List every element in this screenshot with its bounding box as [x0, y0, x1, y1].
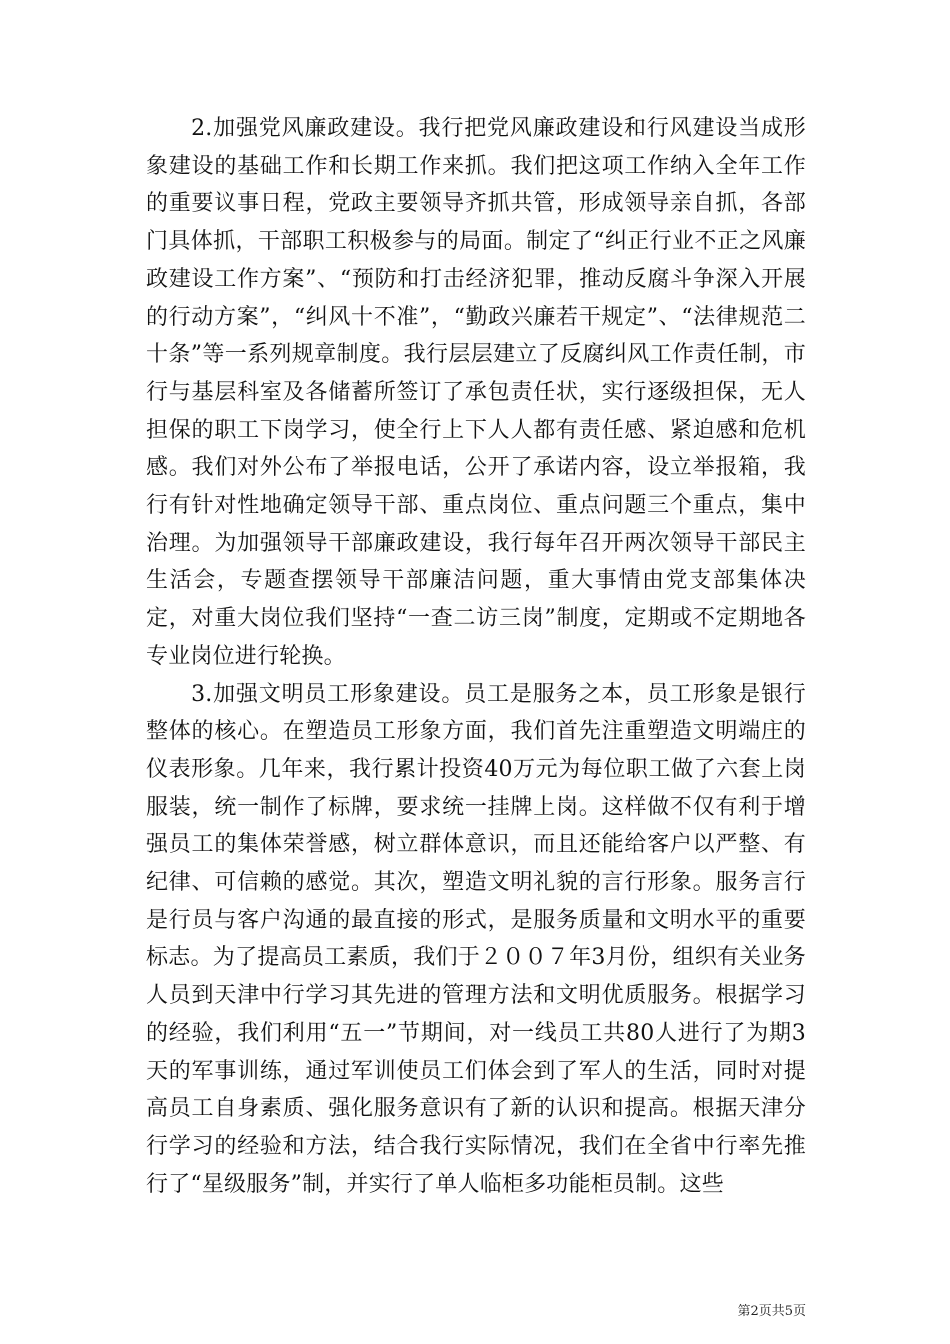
paragraph-party-integrity: 2.加强党风廉政建设。我行把党风廉政建设和行风建设当成形象建设的基础工作和长期工作来抓。我们把这项工作纳入全年工作的重要议事日程，党政主要领导齐抓共管，形成领导亲自抓，各部门具体抓，干部职工积极参与的局面。制定了“纠正行业不正之风廉政建设工作方案”、“预防和打击经济犯罪，推动反腐斗争深入开展的行动方案”，“纠风十不准”，“勤政兴廉若干规定”、“法律规范二十条”等一系列规章制度。我行层层建立了反腐纠风工作责任制，市行与基层科室及各储蓄所签订了承包责任状，实行逐级担保，无人担保的职工下岗学习，使全行上下人人都有责任感、紧迫感和危机感。我们对外公布了举报电话，公开了承诺内容，设立举报箱，我行有针对性地确定领导干部、重点岗位、重点问题三个重点，集中治理。为加强领导干部廉政建设，我行每年召开两次领导干部民主生活会，专题查摆领导干部廉洁问题，重大事情由党支部集体决定，对重大岗位我们坚持“一查二访三岗”制度，定期或不定期地各专业岗位进行轮换。 — [146, 116, 806, 669]
document-body — [146, 110, 806, 1203]
paragraph-staff-image: 3.加强文明员工形象建设。员工是服务之本，员工形象是银行整体的核心。在塑造员工形象方面，我们首先注重塑造文明端庄的仪表形象。几年来，我行累计投资40万元为每位职工做了六套上岗服装，统一制作了标牌，要求统一挂牌上岗。这样做不仅有利于增强员工的集体荣誉感，树立群体意识，而且还能给客户以严整、有纪律、可信赖的感觉。其次，塑造文明礼貌的言行形象。服务言行是行员与客户沟通的最直接的形式，是服务质量和文明水平的重要标志。为了提高员工素质，我们于２００７年3月份，组织有关业务人员到天津中行学习其先进的管理方法和文明优质服务。根据学习的经验，我们利用“五一”节期间，对一线员工共80人进行了为期3天的军事训练，通过军训使员工们体会到了军人的生活，同时对提高员工自身素质、强化服务意识有了新的认识和提高。根据天津分行学习的经验和方法，结合我行实际情况，我们在全省中行率先推行了“星级服务”制，并实行了单人临柜多功能柜员制。这些 — [146, 681, 806, 1197]
page-number: 第2页共5页 — [737, 1304, 806, 1319]
